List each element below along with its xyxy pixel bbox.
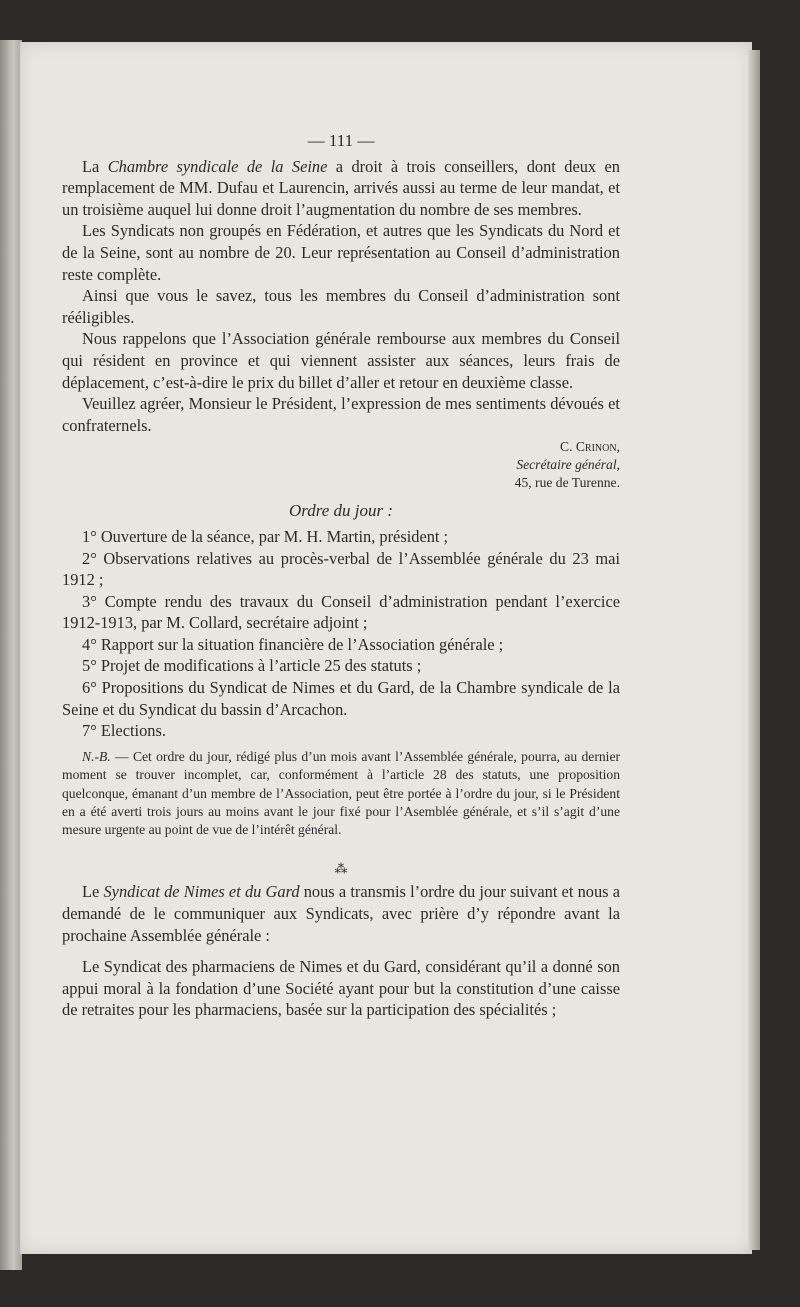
agenda-heading: Ordre du jour :	[288, 501, 394, 521]
paragraph-reeligibles: Ainsi que vous le savez, tous les membres du Conseil d’administration sont rééligibles.	[62, 286, 620, 327]
paragraph-remboursement: Nous rappelons que l’Association générale rembourse aux membres du Conseil qui résident en province et qui viennent assister aux séances, leurs frais de déplacement, c’est-à-dire le prix du billet d’aller et retour en deuxième classe.	[62, 329, 620, 392]
page-content	[62, 130, 620, 1021]
paragraph-chambre-syndicale: La Chambre syndicale de la Seine a droit à trois conseillers, dont deux en remplacement de MM. Dufau et Laurencin, arrivés aussi au terme de leur mandat, et un troisième auquel lui donne droit l’augmentation du nombre de ses membres.	[62, 156, 620, 219]
paragraph-syndicat-nimes: Le Syndicat de Nimes et du Gard nous a transmis l’ordre du jour suivant et nous a demandé de le communiquer aux Syndicats, avec prière d’y répondre avant la prochaine Assemblée générale :	[62, 882, 621, 945]
nota-bene: N.-B. — Cet ordre du jour, rédigé plus d’un mois avant l’Assemblée générale, pourra, au dernier moment se trouver incomplet, car, conformément à l’article 28 des statuts, une proposition quelconque, émanant d’un membre de l’Association, peut être portée à l’ordre du jour, si le Président en a été averti trois jours au moins avant le jour fixé pour l’Asemblée générale, et s’il s’agit d’une mesure urgente au point de vue de l’intérêt général.	[62, 748, 620, 838]
agenda-item: 1° Ouverture de la séance, par M. H. Martin, président ;	[82, 526, 449, 546]
agenda-item: 3° Compte rendu des travaux du Conseil d’administration pendant l’exercice 1912-1913, par M. Collard, secrétaire adjoint ;	[62, 591, 620, 633]
agenda-item: 7° Elections.	[82, 721, 166, 741]
paragraph-salutation: Veuillez agréer, Monsieur le Président, l’expression de mes sentiments dévoués et confraternels.	[62, 394, 620, 435]
agenda-item: 4° Rapport sur la situation financière de l’Association générale ;	[82, 634, 504, 654]
paragraph-syndicats-non-groupes: Les Syndicats non groupés en Fédération, et autres que les Syndicats du Nord et de la Seine, sont au nombre de 20. Leur représentation au Conseil d’administration reste complète.	[62, 221, 620, 284]
book-binding-edge	[0, 40, 22, 1270]
agenda-item: 5° Projet de modifications à l’article 25 des statuts ;	[82, 656, 422, 676]
italic-phrase: Chambre syndicale de la Seine	[107, 156, 328, 176]
section-separator-asterism: ⁂	[334, 860, 348, 876]
italic-phrase: Syndicat de Nimes et du Gard	[103, 882, 300, 902]
signature-block	[62, 438, 620, 492]
paragraph-resolution: Le Syndicat des pharmaciens de Nimes et du Gard, considérant qu’il a donné son appui moral à la fondation d’une Société ayant pour but la constitution d’une caisse de retraites pour les pharmaciens, basée sur la participation des spécialités ;	[62, 957, 620, 1020]
signature-address: 45, rue de Turenne.	[514, 475, 620, 491]
agenda-item: 2° Observations relatives au procès-verbal de l’Assemblée générale du 23 mai 1912 ;	[62, 548, 620, 590]
page-number: — 111 —	[307, 131, 375, 150]
agenda-item: 6° Propositions du Syndicat de Nimes et du Gard, de la Chambre syndicale de la Seine et du Syndicat du bassin d’Arcachon.	[62, 678, 620, 719]
signature-title: Secrétaire général,	[516, 457, 620, 473]
nota-bene-label: N.-B.	[82, 748, 111, 764]
page-right-edge	[748, 50, 760, 1250]
signature-name: C. Crinon,	[560, 439, 620, 455]
